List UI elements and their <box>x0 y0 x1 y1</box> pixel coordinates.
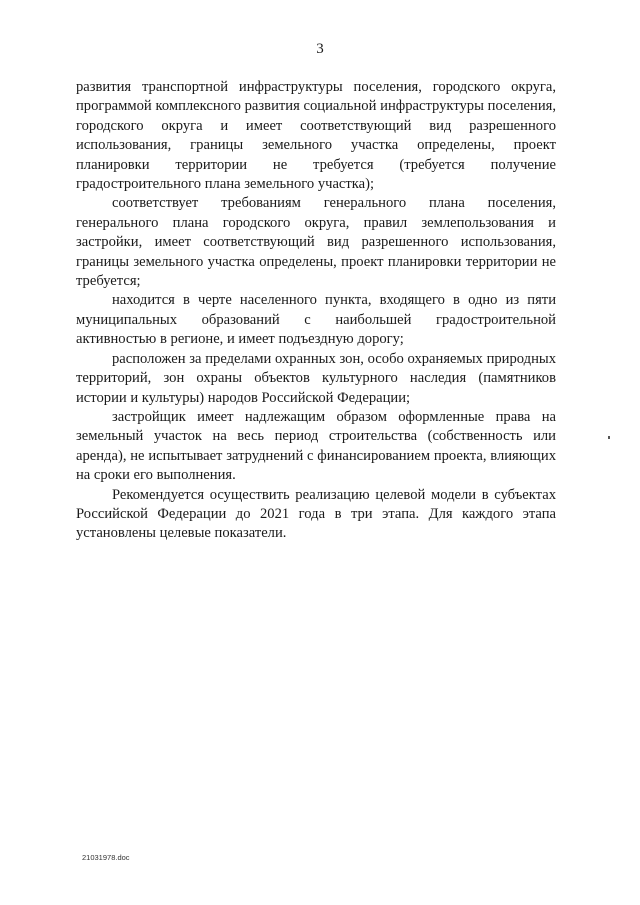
document-body <box>76 78 556 544</box>
scan-mark <box>608 436 610 439</box>
paragraph-recommendation: Рекомендуется осуществить реализацию целевой модели в субъектах Российской Федерации до 2021 года в три этапа. Для каждого этапа установлены целевые показатели. <box>76 486 556 542</box>
page-number: 3 <box>316 41 324 57</box>
paragraph-protected-zones: расположен за пределами охранных зон, особо охраняемых природных территорий, зон охраны объектов культурного наследия (памятников истории и культуры) народов Российской Федерации; <box>76 350 556 406</box>
paragraph-continuation: развития транспортной инфраструктуры поселения, городского округа, программой комплексного развития социальной инфраструктуры поселения, городского округа и имеет соответствующий вид разрешенного использования, границы земельного участка определены, проект планировки территории не требуется (требуется получение градостроительного плана земельного участка); <box>76 79 556 193</box>
footer-filename: 21031978.doc <box>82 853 130 862</box>
paragraph-developer-rights: застройщик имеет надлежащим образом оформленные права на земельный участок на весь период строительства (собственность или аренда), не испытывает затруднений с финансированием проекта, влияющих на сроки его выполнения. <box>76 408 556 484</box>
paragraph-settlement: находится в черте населенного пункта, входящего в одно из пяти муниципальных образований с наибольшей градостроительной активностью в регионе, и имеет подъездную дорогу; <box>76 292 556 348</box>
paragraph-general-plan: соответствует требованиям генерального плана поселения, генерального плана городского округа, правил землепользования и застройки, имеет соответствующий вид разрешенного использования, границы земельного участка определены, проект планировки территории не требуется; <box>76 195 556 290</box>
